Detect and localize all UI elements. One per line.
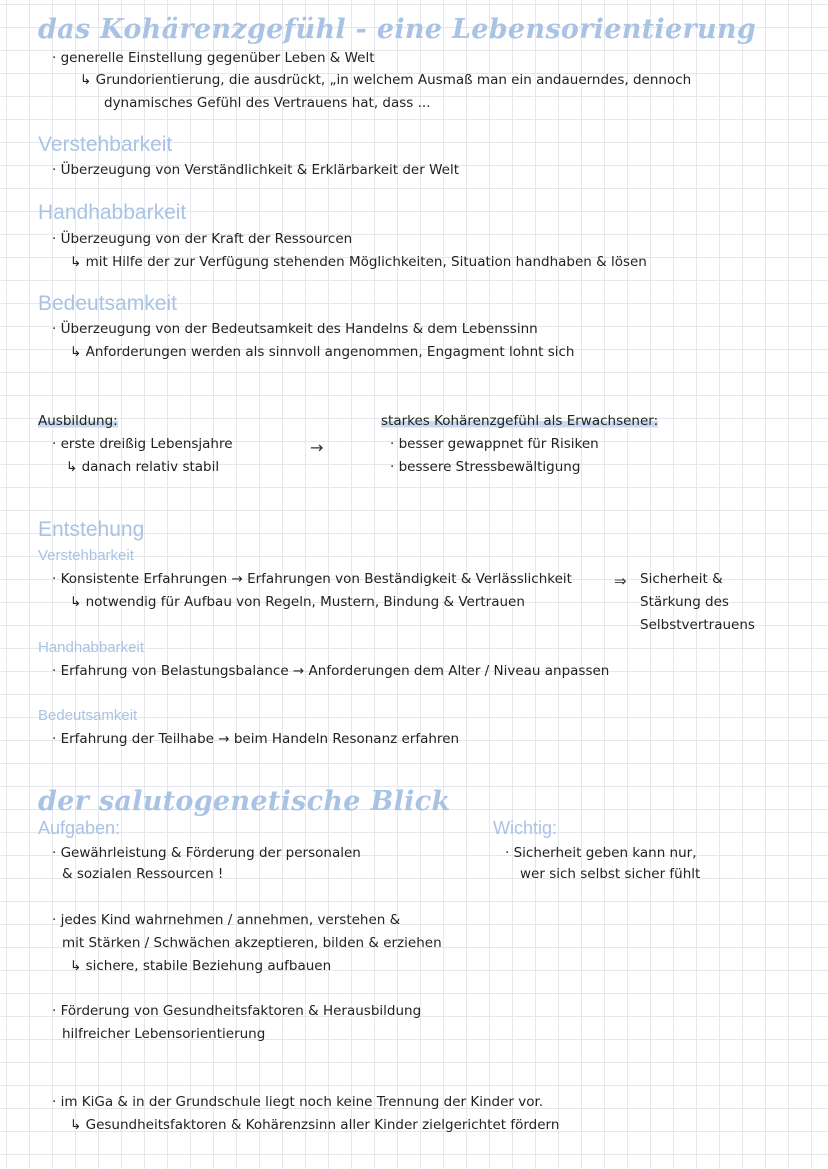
heading-verstehbarkeit: Verstehbarkeit [38, 133, 173, 156]
intro-subline: ↳ Grundorientierung, die ausdrückt, „in welchem Ausmaß man ein andauerndes, dennoch [80, 72, 692, 88]
aufgaben-item2-line1: · jedes Kind wahrnehmen / annehmen, verstehen & [52, 912, 401, 928]
entstehung-verstehbarkeit-subline: ↳ notwendig für Aufbau von Regeln, Mustern, Bindung & Vertrauen [70, 594, 525, 610]
erwachsener-label: starkes Kohärenzgefühl als Erwachsener: [381, 413, 659, 429]
entstehung-handhabbarkeit-line: · Erfahrung von Belastungsbalance → Anforderungen dem Alter / Niveau anpassen [52, 663, 610, 679]
bedeutsamkeit-line: · Überzeugung von der Bedeutsamkeit des Handelns & dem Lebenssinn [52, 321, 538, 337]
bedeutsamkeit-subline: ↳ Anforderungen werden als sinnvoll angenommen, Engagment lohnt sich [70, 344, 575, 360]
ausbildung-subline: ↳ danach relativ stabil [66, 459, 220, 475]
aufgaben-item4-line1: · im KiGa & in der Grundschule liegt noch keine Trennung der Kinder vor. [52, 1094, 544, 1110]
ausbildung-line: · erste dreißig Lebensjahre [52, 436, 233, 452]
verstehbarkeit-line: · Überzeugung von Verständlichkeit & Erklärbarkeit der Welt [52, 162, 459, 178]
subheading-handhabbarkeit: Handhabbarkeit [38, 639, 144, 656]
heading-bedeutsamkeit: Bedeutsamkeit [38, 292, 177, 315]
erwachsener-line1: · besser gewappnet für Risiken [390, 436, 599, 452]
intro-line: · generelle Einstellung gegenüber Leben & Welt [52, 50, 375, 66]
wichtig-line2: wer sich selbst sicher fühlt [520, 866, 701, 882]
subheading-bedeutsamkeit: Bedeutsamkeit [38, 707, 138, 724]
aufgaben-item2-line2: mit Stärken / Schwächen akzeptieren, bilden & erziehen [62, 935, 442, 951]
ausbildung-label: Ausbildung: [38, 413, 118, 429]
double-arrow-icon: ⇒ [614, 572, 627, 590]
entstehung-verstehbarkeit-line: · Konsistente Erfahrungen → Erfahrungen von Beständigkeit & Verlässlichkeit [52, 571, 572, 587]
handhabbarkeit-line: · Überzeugung von der Kraft der Ressourcen [52, 231, 353, 247]
entstehung-bedeutsamkeit-line: · Erfahrung der Teilhabe → beim Handeln Resonanz erfahren [52, 731, 460, 747]
result-line2: Stärkung des [640, 594, 729, 610]
aufgaben-item3-line2: hilfreicher Lebensorientierung [62, 1026, 266, 1042]
aufgaben-item4-line2: ↳ Gesundheitsfaktoren & Kohärenzsinn aller Kinder zielgerichtet fördern [70, 1117, 560, 1133]
erwachsener-line2: · bessere Stressbewältigung [390, 459, 581, 475]
intro-subline-cont: dynamisches Gefühl des Vertrauens hat, dass ... [104, 95, 431, 111]
handhabbarkeit-subline: ↳ mit Hilfe der zur Verfügung stehenden Möglichkeiten, Situation handhaben & lösen [70, 254, 647, 270]
result-line1: Sicherheit & [640, 571, 723, 587]
aufgaben-item1-line2: & sozialen Ressourcen ! [62, 866, 224, 882]
arrow-icon: → [310, 438, 324, 457]
heading-entstehung: Entstehung [38, 518, 145, 541]
aufgaben-item3-line1: · Förderung von Gesundheitsfaktoren & Herausbildung [52, 1003, 422, 1019]
wichtig-line1: · Sicherheit geben kann nur, [505, 845, 697, 861]
heading-aufgaben: Aufgaben: [38, 818, 121, 838]
heading-wichtig: Wichtig: [493, 818, 558, 838]
subheading-verstehbarkeit: Verstehbarkeit [38, 547, 134, 564]
aufgaben-item2-line3: ↳ sichere, stabile Beziehung aufbauen [70, 958, 332, 974]
section-title-salutogenese: der salutogenetische Blick [38, 786, 451, 817]
section-title-kohaerenzgefuehl: das Kohärenzgefühl - eine Lebensorientierung [38, 14, 757, 45]
aufgaben-item1-line1: · Gewährleistung & Förderung der personalen [52, 845, 361, 861]
result-line3: Selbstvertrauens [640, 617, 755, 633]
heading-handhabbarkeit: Handhabbarkeit [38, 201, 187, 224]
